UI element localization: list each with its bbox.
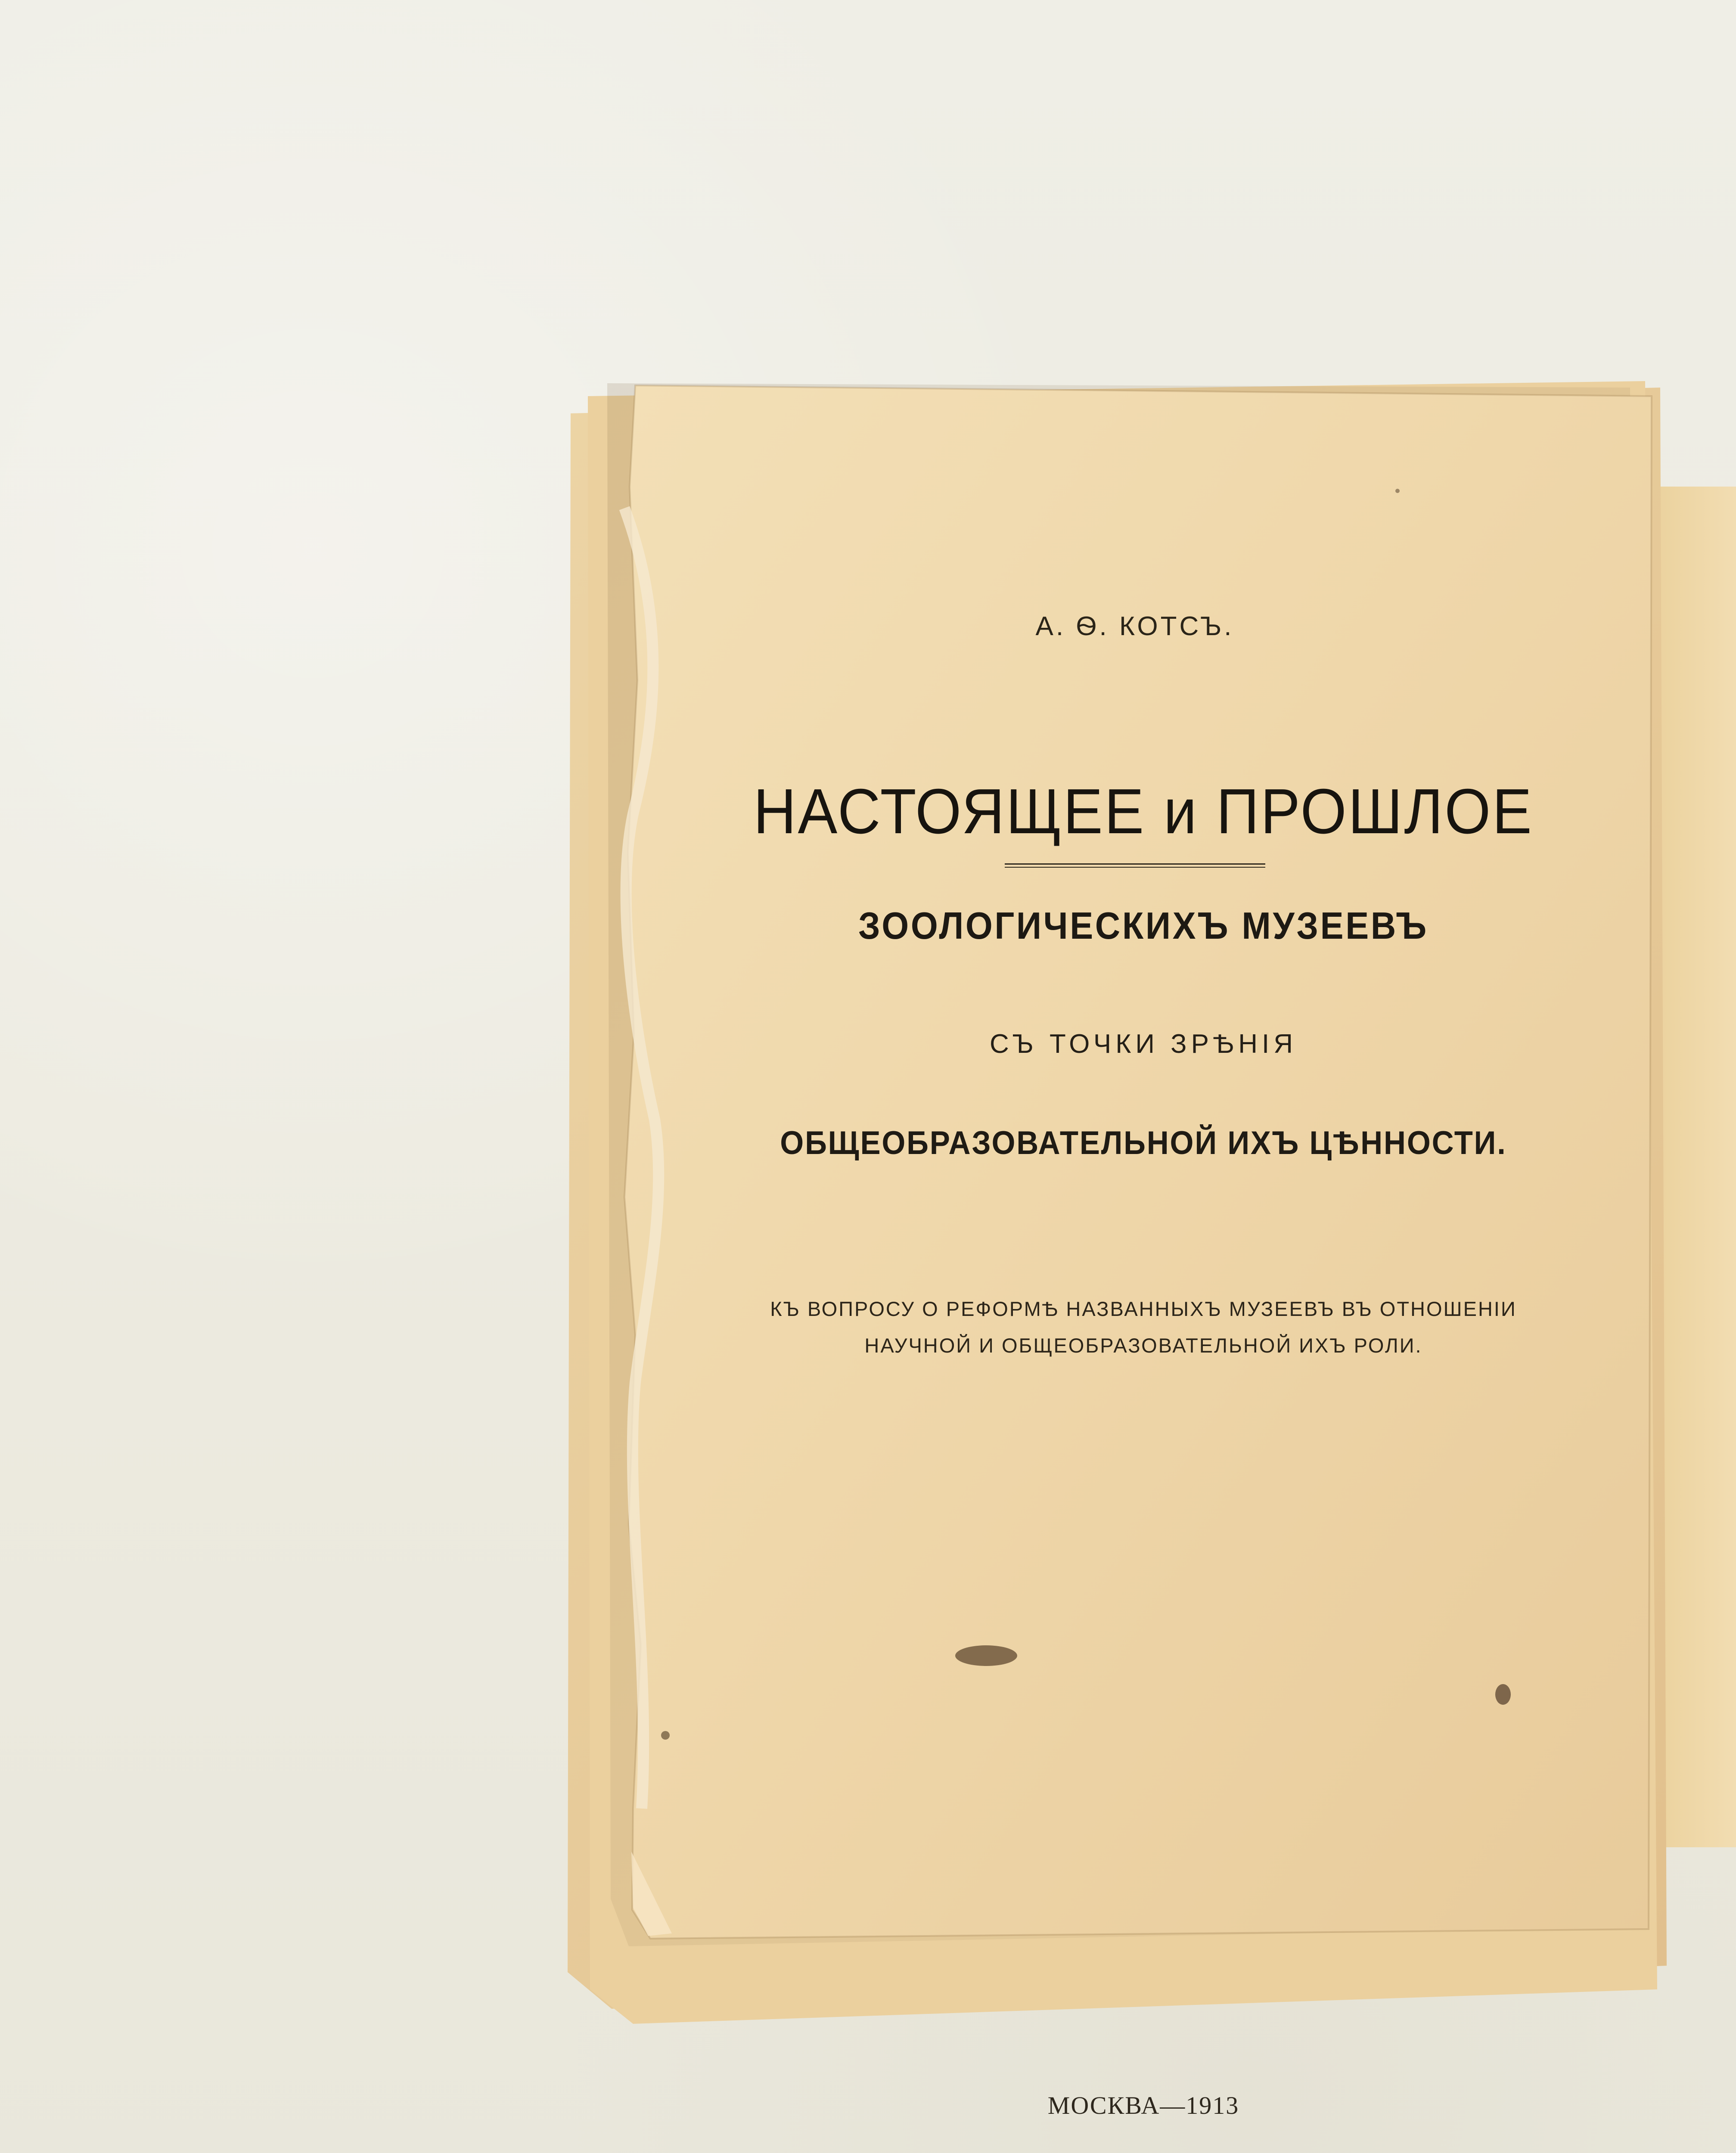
descriptive-note-line-2: НАУЧНОЙ И ОБЩЕОБРАЗОВАТЕЛЬНОЙ ИХЪ РОЛИ. xyxy=(864,1334,1422,1357)
author-underline-bottom xyxy=(1005,867,1265,868)
subtitle-line-1: ЗООЛОГИЧЕСКИХЪ МУЗЕЕВЪ xyxy=(858,904,1429,947)
publication-place-date: МОСКВА—1913 xyxy=(1047,2091,1239,2119)
subtitle-line-2: СЪ ТОЧКИ ЗРѢНIЯ xyxy=(990,1029,1297,1059)
main-title: НАСТОЯЩЕЕ и ПРОШЛОЕ xyxy=(753,776,1534,847)
author-underline-top xyxy=(1005,863,1265,865)
author-block xyxy=(631,607,1656,646)
title-page xyxy=(631,385,1656,2119)
subtitle-line-3: ОБЩЕОБРАЗОВАТЕЛЬНОЙ ИХЪ ЦѢННОСТИ. xyxy=(780,1125,1507,1161)
author-name: А. Ѳ. КОТСЪ. xyxy=(1035,611,1234,641)
descriptive-note-line-1: КЪ ВОПРОСУ О РЕФОРМѢ НАЗВАННЫХЪ МУЗЕЕВЪ ВЪ ОТНОШЕНІИ xyxy=(770,1297,1517,1320)
